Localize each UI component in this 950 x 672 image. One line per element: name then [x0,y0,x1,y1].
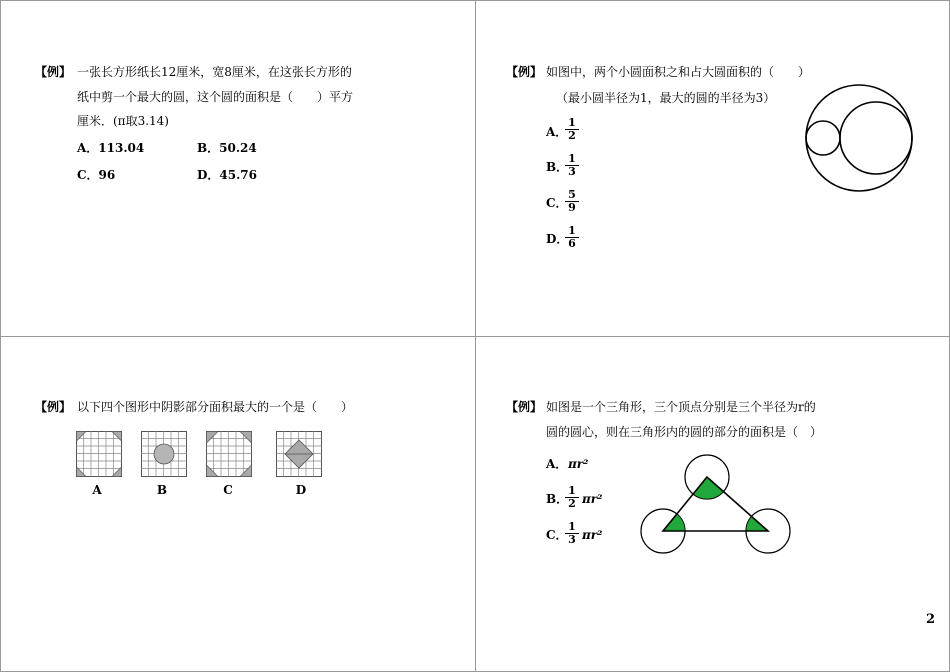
option-c-fraction: $\frac{5}{9}$ [565,189,579,214]
question-line-2: 纸中剪一个最大的圆，这个圆的面积是（ ）平方 [77,90,354,104]
option-b-label: B． [546,492,569,506]
figure-label-b: B [156,483,168,497]
option-b-fraction: $\frac{1}{3}$ [565,153,579,178]
nested-circles-figure [801,83,921,195]
option-c-label: C． [546,528,568,542]
question-line-2: （最小圆半径为1，最大的圆的半径为3） [556,91,776,105]
question-line-3: 厘米．(π取3.14) [77,114,169,128]
small-circle [806,121,840,155]
grid-figure-d [276,431,322,477]
figure-label-d: D [295,483,307,497]
option-a-label: A． [546,457,568,471]
triangle-circles-figure [636,443,796,561]
option-b: B．50.24 [197,141,257,155]
option-a: A．113.04 [77,141,145,155]
option-b-label: B． [546,160,569,174]
figure-label-c: C [223,483,233,497]
question-line-1: 以下四个图形中阴影部分面积最大的一个是（ ） [77,400,354,414]
question-line-1: 如图中，两个小圆面积之和占大圆面积的（ ） [546,65,811,79]
option-a-expression: πr² [568,457,589,471]
example-tag: 【例】 [506,400,543,414]
question-line-1: 如图是一个三角形，三个顶点分别是三个半径为r的 [546,400,816,414]
question-line-1: 一张长方形纸长12厘米，宽8厘米，在这张长方形的 [77,65,352,79]
option-c: C．96 [77,168,116,182]
option-c-label: C． [546,196,568,210]
option-c-fraction: $\frac{1}{3}$ [565,521,579,546]
panel-example-circle-area-ratio [475,0,950,337]
option-b-expression: πr² [582,492,603,506]
grid-figure-a [76,431,122,477]
figure-label-a: A [92,483,102,497]
panel-example-rectangle-circle [0,0,476,337]
example-tag: 【例】 [506,65,543,79]
medium-circle [840,102,912,174]
large-circle [806,85,912,191]
option-a-label: A． [546,125,568,139]
option-b-fraction: $\frac{1}{2}$ [565,485,579,510]
option-d: D．45.76 [197,168,257,182]
panel-example-shaded-grids [0,336,476,672]
example-tag: 【例】 [35,400,72,414]
question-line-2: 圆的圆心，则在三角形内的圆的部分的面积是（ ） [546,425,823,439]
panel-example-triangle-circles [475,336,950,672]
grid-figure-c [206,431,252,477]
option-d-fraction: $\frac{1}{6}$ [565,225,579,250]
example-tag: 【例】 [35,65,72,79]
grid-figure-b [141,431,187,477]
option-c-expression: πr² [582,528,603,542]
option-a-fraction: $\frac{1}{2}$ [565,117,579,142]
option-d-label: D． [546,232,569,246]
page-number: 2 [925,612,935,627]
